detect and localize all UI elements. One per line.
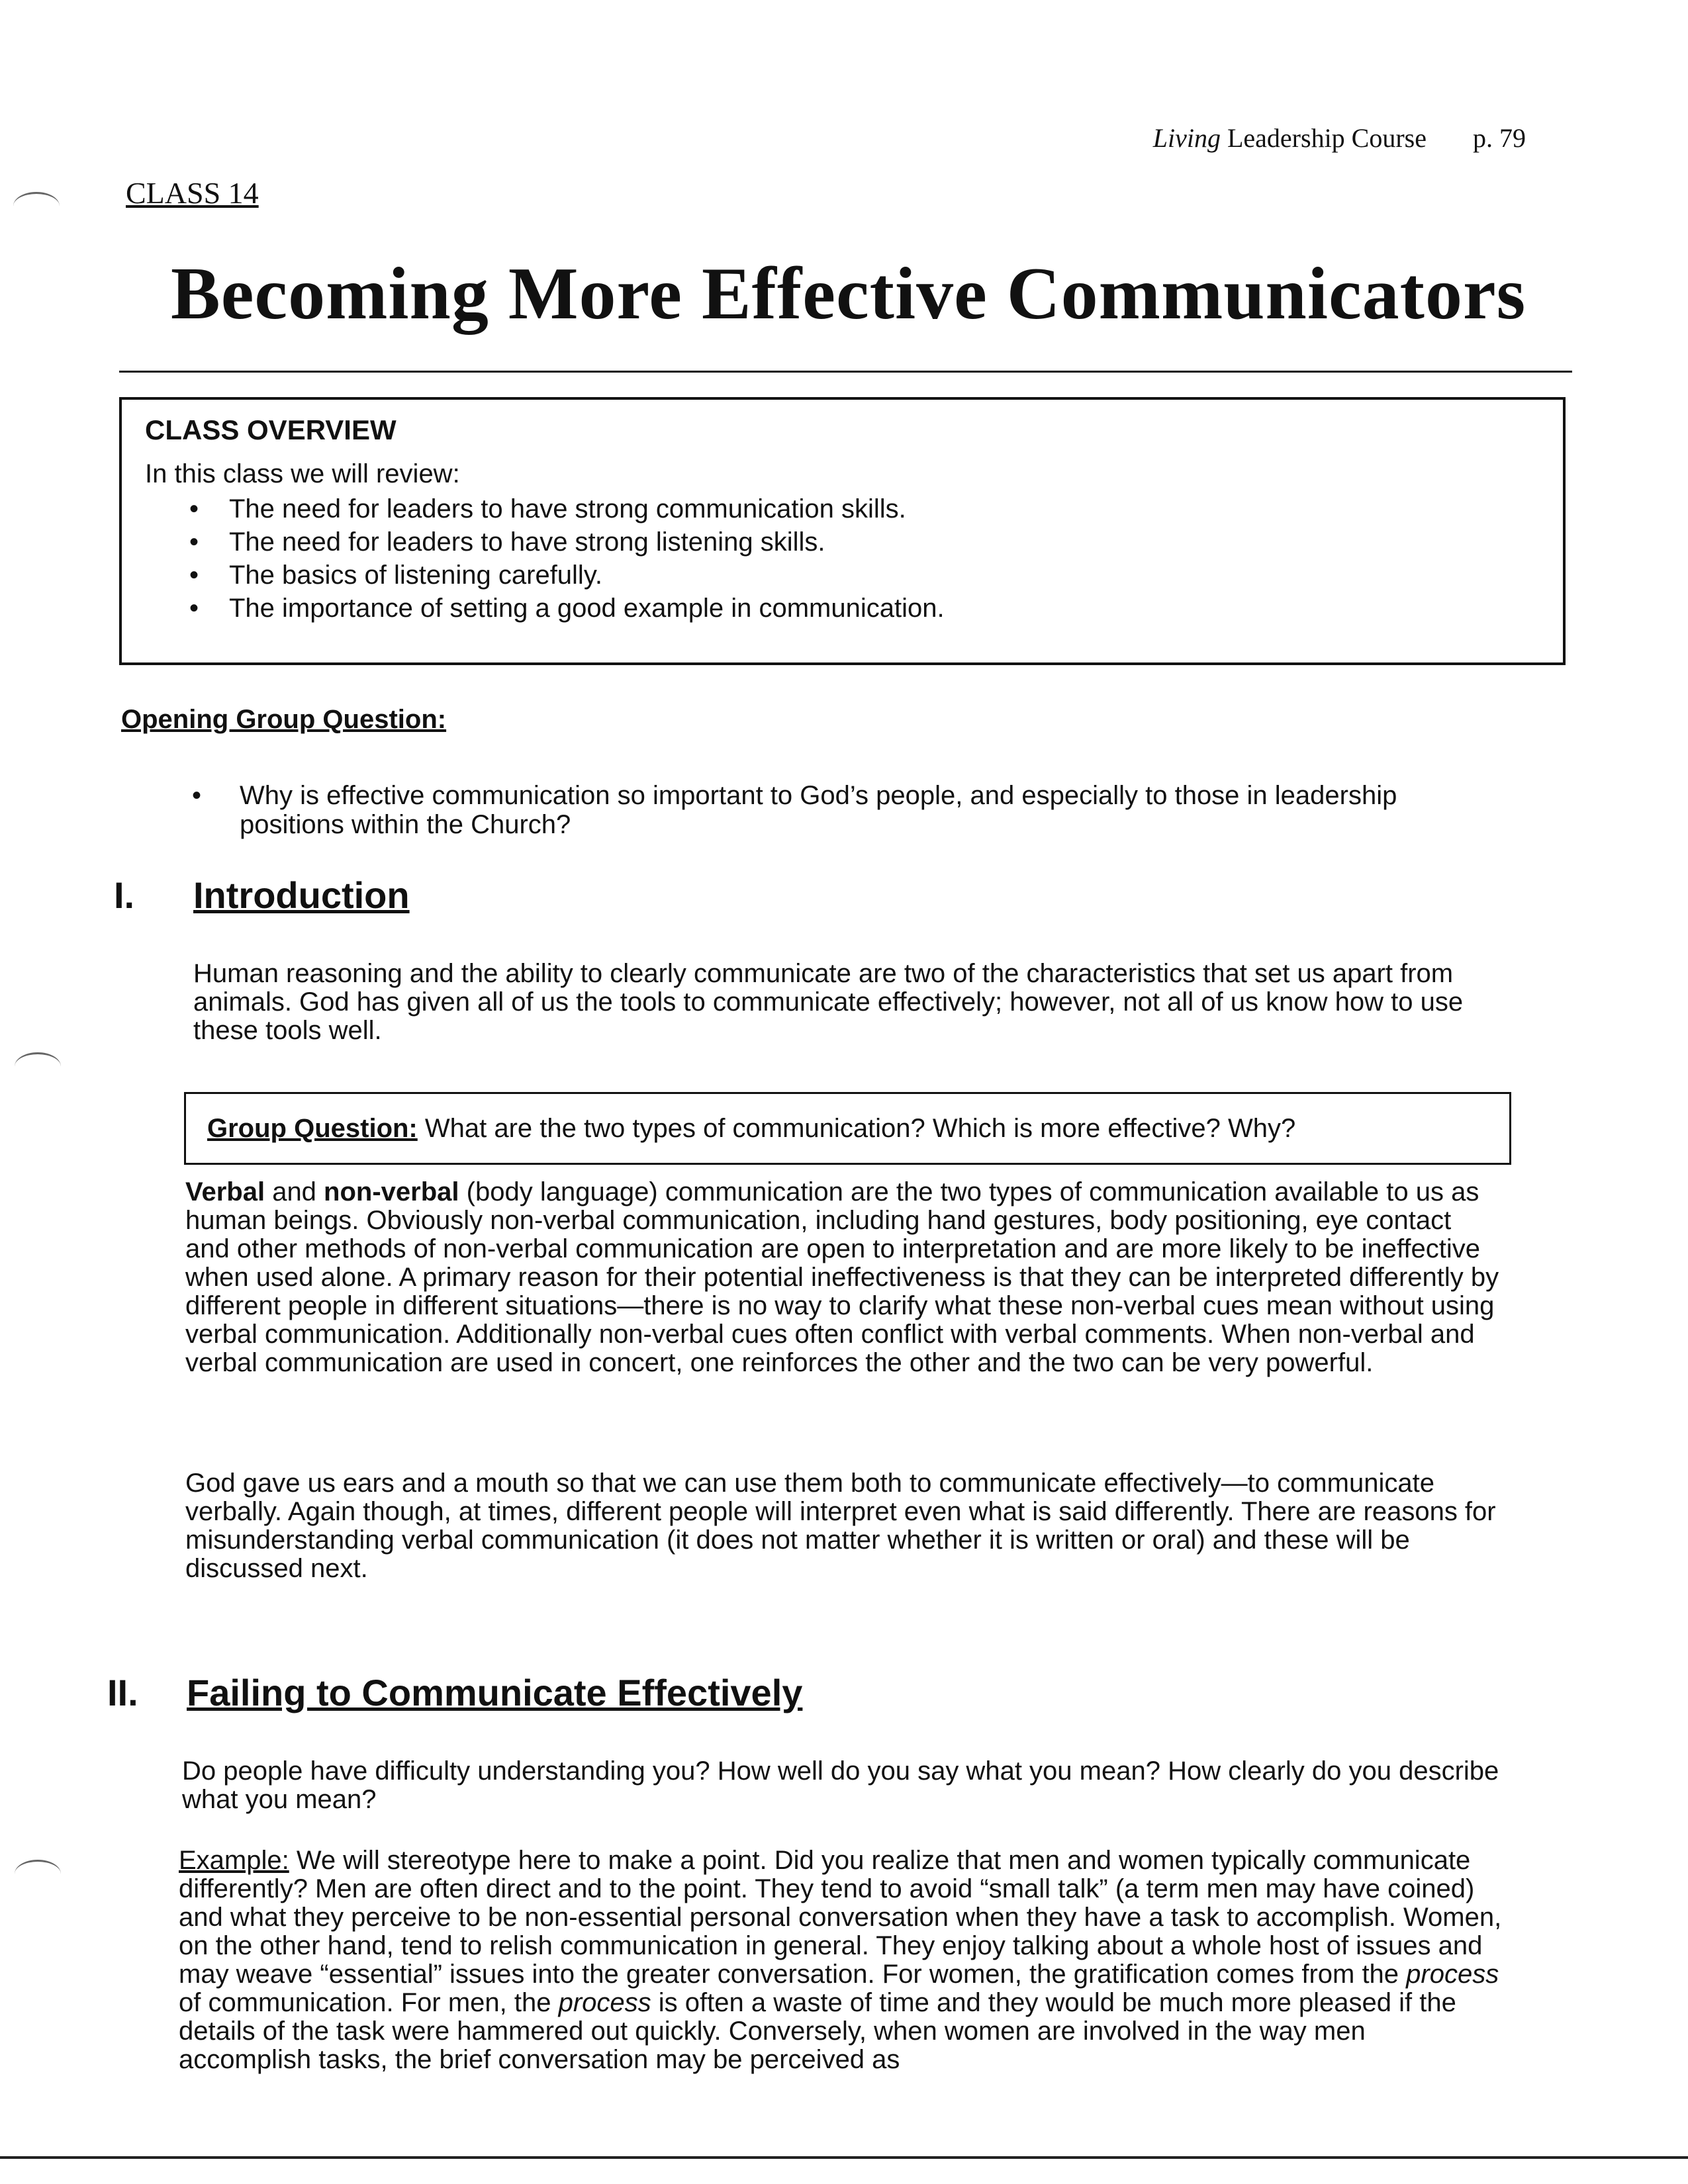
intro-paragraph: Human reasoning and the ability to clearly communicate are two of the characteristics that set us apart from animals. God has given all of us the tools to communicate effectively; however, not all of us know how to use these tools well. [193,959,1464,1045]
example-label: Example: [179,1846,289,1875]
verbal-paragraph [185,1178,1503,1377]
example-paragraph [179,1846,1503,2074]
example-text-3: is often a waste of time and they would be much more pleased if the details of the task were hammered out quickly. Conversely, when women are involved in the way men accomplish tasks, the brief conversation may be perceived as [179,1988,1456,2074]
failing-paragraph: Do people have difficulty understanding you? How well do you say what you mean? How clearly do you describe what you mean? [182,1756,1499,1814]
group-question-label: Group Question: [207,1114,418,1143]
binder-hole-mark [15,1052,61,1081]
section-number: II. [107,1672,138,1713]
class-overview-box [119,397,1566,665]
opening-question-heading: Opening Group Question: [121,705,447,734]
binder-hole-mark [13,192,60,220]
overview-heading: CLASS OVERVIEW [145,414,397,445]
opening-question-list [192,781,1489,839]
overview-list [181,492,945,625]
list-item: • The need for leaders to have strong communication skills. [181,492,945,525]
example-text-2: of communication. For men, the [179,1988,559,2017]
course-name-italic: Living [1152,123,1221,153]
non-verbal-term: non-verbal [324,1177,459,1206]
group-question [207,1114,1295,1144]
group-question-box [184,1092,1511,1165]
verbal-paragraph-text: (body language) communication are the two types of communication available to us as human beings. Obviously non-verbal communication, including hand gestures, body positioning, eye contact and other methods of non-verbal communication are open to interpretation and are more likely to be ineffective when used alone. A primary reason for their potential ineffectiveness is that they can be interpreted differently by different people in different situations—there is no way to clarify what these non-verbal cues mean without using verbal communication. Additionally non-verbal cues often conflict with verbal comments. When non-verbal and verbal communication are used in concert, one reinforces the other and the two can be very powerful. [185,1177,1499,1377]
list-item: • The importance of setting a good example in communication. [181,592,945,625]
course-name-rest: Leadership Course [1220,123,1427,153]
page-title: Becoming More Effective Communicators [171,253,1526,335]
overview-intro: In this class we will review: [145,459,460,488]
group-question-text: What are the two types of communication? Which is more effective? Why? [417,1114,1296,1143]
section-title: Introduction [193,874,410,916]
list-item: • Why is effective communication so important to God’s people, and especially to those in leadership positions within the Church? [192,781,1489,839]
ears-mouth-paragraph: God gave us ears and a mouth so that we can use them both to communicate effectively—to communicate verbally. Again though, at times, different people will interpret even what is said differently. There are reasons for misunderstanding verbal communication (it does not matter whether it is written or oral) and these will be discussed next. [185,1469,1496,1583]
example-italic-process-2: process [558,1988,651,2017]
page-number: p. 79 [1473,123,1526,153]
section-number: I. [114,874,135,916]
list-item: • The need for leaders to have strong listening skills. [181,525,945,559]
scan-bottom-edge [0,2156,1688,2159]
class-label: CLASS 14 [126,176,259,210]
verbal-and: and [265,1177,324,1206]
title-divider [119,371,1572,373]
section-title: Failing to Communicate Effectively [187,1672,803,1713]
running-header [1153,122,1526,154]
verbal-term: Verbal [185,1177,265,1206]
example-text-1: We will stereotype here to make a point. Did you realize that men and women typically communicate differently? Men are often direct and to the point. They tend to avoid “small talk” (a term men may have coined) and what they perceive to be non-essential personal conversation when they have a task to accomplish. Women, on the other hand, tend to relish communication in general. They enjoy talking about a whole host of issues and may weave “essential” issues into the greater conversation. For women, the gratification comes from the [179,1846,1502,1989]
example-italic-process-1: process [1406,1960,1499,1989]
binder-hole-mark [15,1860,61,1888]
list-item: • The basics of listening carefully. [181,559,945,592]
